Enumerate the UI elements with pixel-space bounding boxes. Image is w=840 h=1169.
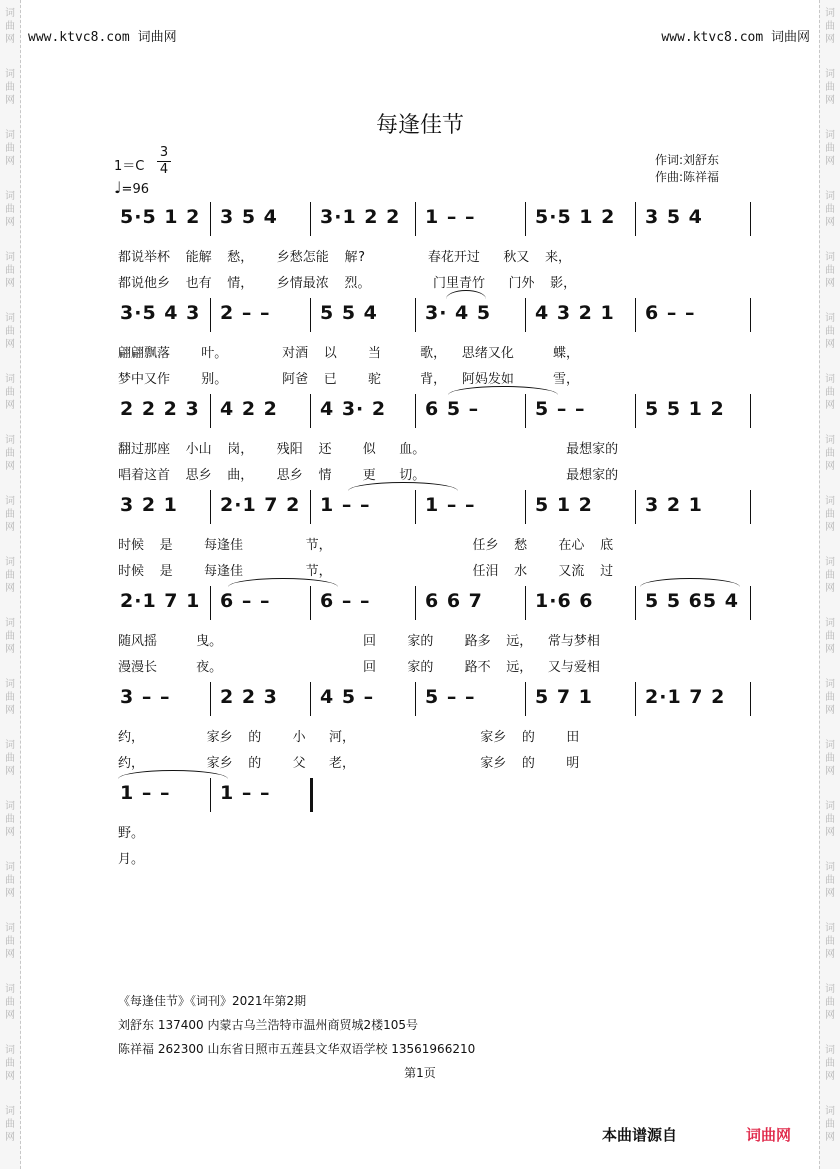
watermark-char: 曲 bbox=[5, 82, 15, 93]
barline bbox=[525, 682, 526, 716]
watermark-char: 曲 bbox=[5, 1119, 15, 1130]
measure-notes: 5 7 1 bbox=[535, 686, 593, 708]
time-signature-bottom: 4 bbox=[157, 161, 171, 178]
barline bbox=[210, 202, 211, 236]
measure-notes: 5 1 2 bbox=[535, 494, 593, 516]
watermark-char: 网 bbox=[5, 461, 15, 472]
lyricist-credit: 作词:刘舒东 bbox=[655, 153, 720, 167]
lyricist-address: 刘舒东 137400 内蒙古乌兰浩特市温州商贸城2楼105号 bbox=[118, 1018, 418, 1032]
watermark-char: 网 bbox=[5, 156, 15, 167]
watermark-char: 网 bbox=[5, 1132, 15, 1143]
lyric-line-1: 翩翩飘落 叶。 对酒 以 当 歌， 思绪又化 蝶， bbox=[118, 346, 579, 361]
watermark-char: 曲 bbox=[825, 1119, 835, 1130]
lyric-line-2: 都说他乡 也有 情， 乡情最浓 烈。 门里青竹 门外 影， bbox=[118, 276, 577, 291]
watermark-char: 曲 bbox=[825, 875, 835, 886]
barline bbox=[210, 298, 211, 332]
barline bbox=[310, 202, 311, 236]
watermark-char: 曲 bbox=[825, 21, 835, 32]
watermark-char: 曲 bbox=[5, 875, 15, 886]
watermark-char: 网 bbox=[825, 644, 835, 655]
watermark-char: 曲 bbox=[5, 997, 15, 1008]
watermark-char: 词 bbox=[5, 252, 15, 263]
watermark-char: 词 bbox=[825, 374, 835, 385]
right-watermark-strip bbox=[819, 0, 840, 1169]
watermark-char: 网 bbox=[825, 583, 835, 594]
watermark-char: 词 bbox=[5, 1045, 15, 1056]
watermark-char: 网 bbox=[5, 217, 15, 228]
left-watermark-strip bbox=[0, 0, 21, 1169]
watermark-char: 网 bbox=[825, 1071, 835, 1082]
lyric-line-1: 野。 bbox=[118, 826, 145, 841]
barline bbox=[525, 586, 526, 620]
watermark-char: 曲 bbox=[5, 143, 15, 154]
measure-notes: 1 – – bbox=[320, 494, 371, 516]
measure-notes: 3 2 1 bbox=[120, 494, 178, 516]
measure-notes: 2·1 7 1 bbox=[120, 590, 201, 612]
measure-notes: 4 3 2 1 bbox=[535, 302, 615, 324]
watermark-char: 曲 bbox=[5, 21, 15, 32]
score-row bbox=[118, 200, 758, 240]
lyric-line-1: 翻过那座 小山 岗， 残阳 还 似 血。 最想家的 bbox=[118, 442, 619, 457]
score-row bbox=[118, 680, 758, 720]
watermark-char: 网 bbox=[825, 156, 835, 167]
measure-notes: 5·5 1 2 bbox=[120, 206, 201, 228]
watermark-char: 网 bbox=[5, 644, 15, 655]
watermark-char: 网 bbox=[5, 1010, 15, 1021]
source-brand-link[interactable]: 词曲网 bbox=[746, 1126, 792, 1144]
measure-notes: 6 6 7 bbox=[425, 590, 483, 612]
barline bbox=[750, 682, 751, 716]
measure-notes: 4 5 – bbox=[320, 686, 375, 708]
barline bbox=[310, 490, 311, 524]
watermark-char: 网 bbox=[825, 827, 835, 838]
barline bbox=[635, 586, 636, 620]
watermark-char: 网 bbox=[5, 95, 15, 106]
watermark-char: 词 bbox=[5, 69, 15, 80]
watermark-char: 词 bbox=[825, 313, 835, 324]
barline bbox=[415, 490, 416, 524]
lyric-line-2: 月。 bbox=[118, 852, 145, 867]
barline bbox=[310, 586, 311, 620]
song-title: 每逢佳节 bbox=[375, 113, 464, 138]
watermark-char: 网 bbox=[825, 766, 835, 777]
watermark-char: 词 bbox=[825, 862, 835, 873]
watermark-char: 曲 bbox=[5, 448, 15, 459]
measure-notes: 4 3· 2 bbox=[320, 398, 387, 420]
watermark-char: 网 bbox=[825, 400, 835, 411]
watermark-char: 曲 bbox=[825, 387, 835, 398]
watermark-char: 网 bbox=[5, 1071, 15, 1082]
watermark-char: 曲 bbox=[825, 509, 835, 520]
watermark-char: 曲 bbox=[5, 753, 15, 764]
watermark-char: 网 bbox=[5, 34, 15, 45]
barline bbox=[210, 394, 211, 428]
barline bbox=[525, 298, 526, 332]
barline bbox=[525, 490, 526, 524]
measure-notes: 3·1 2 2 bbox=[320, 206, 401, 228]
barline bbox=[210, 490, 211, 524]
barline bbox=[525, 202, 526, 236]
time-signature bbox=[157, 145, 171, 178]
watermark-char: 词 bbox=[825, 496, 835, 507]
measure-notes: 3·5 4 3 bbox=[120, 302, 201, 324]
key-signature: 1＝C bbox=[114, 159, 145, 174]
watermark-char: 词 bbox=[5, 130, 15, 141]
measure-notes: 3 5 4 bbox=[220, 206, 278, 228]
watermark-char: 曲 bbox=[825, 997, 835, 1008]
watermark-char: 词 bbox=[825, 130, 835, 141]
measure-notes: 5 5 1 2 bbox=[645, 398, 725, 420]
watermark-char: 网 bbox=[825, 95, 835, 106]
barline bbox=[415, 394, 416, 428]
watermark-char: 曲 bbox=[825, 204, 835, 215]
measure-notes: 5·5 1 2 bbox=[535, 206, 616, 228]
watermark-char: 词 bbox=[825, 923, 835, 934]
watermark-char: 曲 bbox=[825, 753, 835, 764]
barline bbox=[750, 202, 751, 236]
watermark-char: 网 bbox=[5, 278, 15, 289]
source-label: 本曲谱源自 bbox=[602, 1126, 678, 1144]
barline bbox=[750, 394, 751, 428]
watermark-char: 曲 bbox=[825, 265, 835, 276]
barline bbox=[415, 202, 416, 236]
measure-notes: 3 – – bbox=[120, 686, 171, 708]
watermark-char: 曲 bbox=[825, 692, 835, 703]
lyric-line-2: 约， 家乡 的 父 老， 家乡 的 明 bbox=[118, 756, 580, 771]
watermark-char: 词 bbox=[825, 69, 835, 80]
measure-notes: 3· 4 5 bbox=[425, 302, 492, 324]
site-url-left[interactable]: www.ktvc8.com 词曲网 bbox=[28, 30, 177, 45]
watermark-char: 曲 bbox=[825, 936, 835, 947]
measure-notes: 6 5 – bbox=[425, 398, 480, 420]
tempo-marking bbox=[114, 178, 149, 197]
watermark-char: 词 bbox=[825, 1045, 835, 1056]
measure-notes: 2·1 7 2 bbox=[220, 494, 301, 516]
watermark-char: 网 bbox=[5, 766, 15, 777]
watermark-char: 网 bbox=[825, 949, 835, 960]
time-signature-top: 3 bbox=[159, 145, 169, 160]
watermark-char: 曲 bbox=[825, 631, 835, 642]
lyric-line-1: 随风摇 曳。 回 家的 路多 远， 常与梦相 bbox=[118, 634, 600, 649]
tempo-value: =96 bbox=[121, 182, 149, 197]
watermark-char: 曲 bbox=[5, 631, 15, 642]
measure-notes: 6 – – bbox=[645, 302, 696, 324]
barline bbox=[415, 682, 416, 716]
barline bbox=[635, 490, 636, 524]
barline bbox=[635, 394, 636, 428]
watermark-char: 词 bbox=[825, 252, 835, 263]
watermark-char: 词 bbox=[825, 435, 835, 446]
measure-notes: 5 5 65 4 bbox=[645, 590, 739, 612]
site-url-right[interactable]: www.ktvc8.com 词曲网 bbox=[661, 30, 810, 45]
watermark-char: 曲 bbox=[5, 814, 15, 825]
measure-notes: 5 – – bbox=[425, 686, 476, 708]
watermark-char: 网 bbox=[825, 217, 835, 228]
watermark-char: 网 bbox=[825, 522, 835, 533]
watermark-char: 曲 bbox=[5, 509, 15, 520]
barline bbox=[750, 490, 751, 524]
score-row bbox=[118, 776, 758, 816]
watermark-char: 网 bbox=[825, 339, 835, 350]
watermark-char: 词 bbox=[825, 1106, 835, 1117]
watermark-char: 曲 bbox=[825, 448, 835, 459]
watermark-char: 词 bbox=[825, 984, 835, 995]
watermark-char: 网 bbox=[5, 705, 15, 716]
watermark-char: 网 bbox=[825, 1010, 835, 1021]
watermark-char: 词 bbox=[825, 8, 835, 19]
barline bbox=[415, 298, 416, 332]
watermark-char: 曲 bbox=[5, 326, 15, 337]
watermark-char: 网 bbox=[5, 400, 15, 411]
score-row bbox=[118, 296, 758, 336]
watermark-char: 网 bbox=[5, 522, 15, 533]
measure-notes: 2·1 7 2 bbox=[645, 686, 726, 708]
barline bbox=[310, 682, 311, 716]
barline bbox=[635, 202, 636, 236]
watermark-char: 曲 bbox=[825, 1058, 835, 1069]
watermark-char: 曲 bbox=[825, 814, 835, 825]
watermark-char: 词 bbox=[5, 191, 15, 202]
watermark-char: 曲 bbox=[5, 570, 15, 581]
measure-notes: 5 5 4 bbox=[320, 302, 378, 324]
measure-notes: 1·6 6 bbox=[535, 590, 594, 612]
measure-notes: 1 – – bbox=[220, 782, 271, 804]
watermark-char: 词 bbox=[5, 801, 15, 812]
slur-arc bbox=[640, 578, 740, 587]
measure-notes: 6 – – bbox=[320, 590, 371, 612]
measure-notes: 1 – – bbox=[425, 206, 476, 228]
source-line: 《每逢佳节》《词刊》2021年第2期 bbox=[118, 994, 307, 1008]
final-barline bbox=[310, 778, 313, 812]
barline bbox=[310, 394, 311, 428]
watermark-char: 词 bbox=[825, 618, 835, 629]
watermark-char: 词 bbox=[5, 984, 15, 995]
watermark-char: 词 bbox=[5, 496, 15, 507]
lyric-line-2: 漫漫长 夜。 回 家的 路不 远， 又与爱相 bbox=[118, 660, 600, 675]
watermark-char: 词 bbox=[5, 679, 15, 690]
watermark-char: 曲 bbox=[5, 936, 15, 947]
measure-notes: 4 2 2 bbox=[220, 398, 278, 420]
score-row bbox=[118, 584, 758, 624]
barline bbox=[750, 298, 751, 332]
watermark-char: 网 bbox=[5, 583, 15, 594]
lyric-line-2: 唱着这首 思乡 曲， 思乡 情 更 切。 最想家的 bbox=[118, 468, 619, 483]
measure-notes: 2 – – bbox=[220, 302, 271, 324]
watermark-char: 词 bbox=[5, 1106, 15, 1117]
watermark-char: 词 bbox=[5, 8, 15, 19]
watermark-char: 网 bbox=[825, 888, 835, 899]
watermark-char: 词 bbox=[5, 374, 15, 385]
watermark-char: 词 bbox=[5, 313, 15, 324]
slur-arc bbox=[118, 770, 228, 779]
slur-arc bbox=[448, 386, 558, 395]
watermark-char: 词 bbox=[5, 618, 15, 629]
watermark-char: 词 bbox=[5, 862, 15, 873]
lyric-line-1: 都说举杯 能解 愁， 乡愁怎能 解? 春花开过 秋又 来， bbox=[118, 250, 572, 265]
watermark-char: 网 bbox=[5, 339, 15, 350]
watermark-char: 词 bbox=[825, 740, 835, 751]
barline bbox=[750, 586, 751, 620]
slur-arc bbox=[228, 578, 338, 587]
quarter-note-icon: ♩ bbox=[114, 178, 122, 197]
watermark-char: 曲 bbox=[5, 692, 15, 703]
page-number: 第1页 bbox=[404, 1066, 436, 1080]
barline bbox=[415, 586, 416, 620]
watermark-char: 网 bbox=[825, 705, 835, 716]
measure-notes: 3 2 1 bbox=[645, 494, 703, 516]
measure-notes: 5 – – bbox=[535, 398, 586, 420]
watermark-char: 网 bbox=[825, 34, 835, 45]
measure-notes: 3 5 4 bbox=[645, 206, 703, 228]
watermark-char: 曲 bbox=[5, 265, 15, 276]
watermark-char: 网 bbox=[825, 278, 835, 289]
watermark-char: 词 bbox=[825, 557, 835, 568]
lyric-line-1: 约， 家乡 的 小 河， 家乡 的 田 bbox=[118, 730, 580, 745]
watermark-char: 曲 bbox=[825, 143, 835, 154]
watermark-char: 曲 bbox=[5, 387, 15, 398]
watermark-char: 词 bbox=[825, 191, 835, 202]
watermark-char: 网 bbox=[825, 1132, 835, 1143]
barline bbox=[210, 778, 211, 812]
slur-arc bbox=[446, 290, 486, 299]
composer-credit: 作曲:陈祥福 bbox=[655, 170, 720, 184]
watermark-char: 网 bbox=[5, 949, 15, 960]
watermark-char: 曲 bbox=[825, 326, 835, 337]
measure-notes: 1 – – bbox=[425, 494, 476, 516]
watermark-char: 网 bbox=[825, 461, 835, 472]
watermark-char: 曲 bbox=[825, 82, 835, 93]
watermark-char: 曲 bbox=[825, 570, 835, 581]
watermark-char: 词 bbox=[825, 801, 835, 812]
watermark-char: 曲 bbox=[5, 1058, 15, 1069]
watermark-char: 曲 bbox=[5, 204, 15, 215]
measure-notes: 2 2 2 3 bbox=[120, 398, 200, 420]
barline bbox=[210, 586, 211, 620]
lyric-line-2: 梦中又作 别。 阿爸 已 驼 背， 阿妈发如 雪， bbox=[118, 372, 579, 387]
lyric-line-1: 时候 是 每逢佳 节， 任乡 愁 在心 底 bbox=[118, 538, 614, 553]
composer-address: 陈祥福 262300 山东省日照市五莲县文华双语学校 13561966210 bbox=[118, 1042, 476, 1056]
credits bbox=[655, 152, 719, 186]
score-row bbox=[118, 488, 758, 528]
watermark-char: 词 bbox=[5, 557, 15, 568]
barline bbox=[525, 394, 526, 428]
watermark-char: 词 bbox=[5, 923, 15, 934]
slur-arc bbox=[348, 482, 458, 491]
barline bbox=[310, 298, 311, 332]
watermark-char: 网 bbox=[5, 888, 15, 899]
barline bbox=[635, 298, 636, 332]
score-row bbox=[118, 392, 758, 432]
measure-notes: 6 – – bbox=[220, 590, 271, 612]
watermark-char: 词 bbox=[5, 435, 15, 446]
watermark-char: 网 bbox=[5, 827, 15, 838]
measure-notes: 2 2 3 bbox=[220, 686, 278, 708]
watermark-char: 词 bbox=[825, 679, 835, 690]
measure-notes: 1 – – bbox=[120, 782, 171, 804]
barline bbox=[635, 682, 636, 716]
barline bbox=[210, 682, 211, 716]
watermark-char: 词 bbox=[5, 740, 15, 751]
lyric-line-2: 时候 是 每逢佳 节， 任泪 水 又流 过 bbox=[118, 564, 614, 579]
